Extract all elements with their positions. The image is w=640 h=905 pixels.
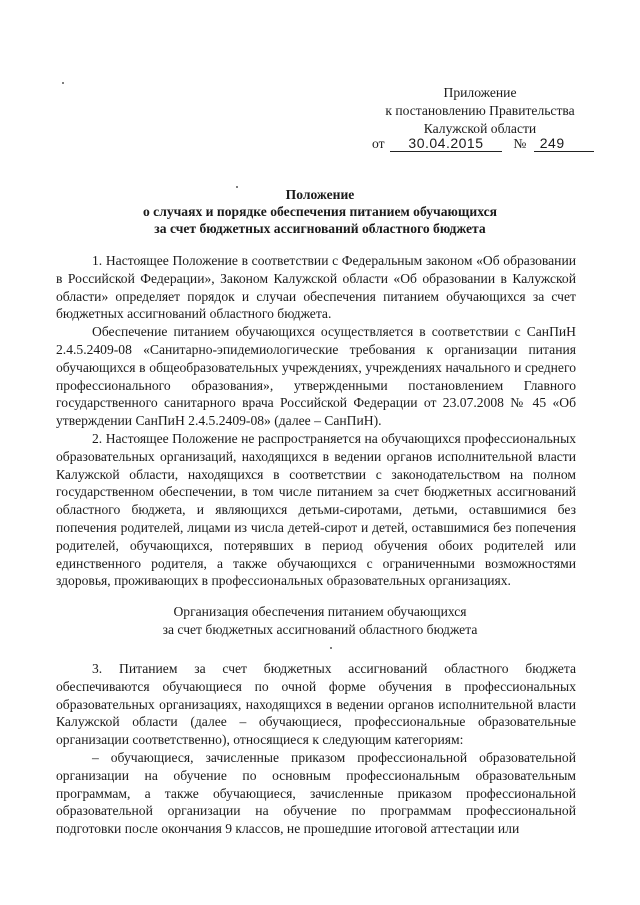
- decree-date-number: [372, 136, 612, 152]
- annex-region: Калужской области: [423, 121, 537, 136]
- title-line-3: за счет бюджетных ассигнований областного бюджета: [154, 221, 486, 236]
- scan-speck: [62, 82, 64, 84]
- document-title: [80, 186, 560, 237]
- section-heading-line-2: за счет бюджетных ассигнований областного бюджета: [162, 622, 478, 637]
- from-label: от: [372, 136, 385, 151]
- annex-resolution: к постановлению Правительства: [385, 103, 575, 118]
- annex-header: [360, 84, 600, 138]
- list-item-category: – обучающиеся, зачисленные приказом профессиональной образовательной организации на обучение по основным профессиональным образовательным программам, а также обучающиеся, зачисленные приказом профессиональной образовательной организации на обучение по программам профессиональной подготовки после окончания 9 классов, не прошедшие итоговой аттестации или: [56, 749, 576, 837]
- section-organization: [56, 660, 576, 838]
- section-heading: [80, 603, 560, 639]
- section-general: [56, 252, 576, 590]
- paragraph-3: 3. Питанием за счет бюджетных ассигнований областного бюджета обеспечиваются обучающиеся по очной форме обучения в профессиональных образовательных организациях, находящихся в ведении органов исполнительной власти Калужской области (далее – обучающиеся, профессиональные образовательные организации соответственно), относящиеся к следующим категориям:: [56, 661, 576, 748]
- section-heading-line-1: Организация обеспечения питанием обучающихся: [173, 604, 467, 619]
- paragraph-sanpin: Обеспечение питанием обучающихся осуществляется в соответствии с СанПиН 2.4.5.2409-08 «Санитарно-эпидемиологические требования к организации питания обучающихся в общеобразовательных учреждениях, учреждениях начального и среднего профессионального образования», утвержденными постановлением Главного государственного санитарного врача Российской Федерации от 23.07.2008 № 45 «Об утверждении СанПиН 2.4.5.2409-08» (далее – СанПиН).: [56, 324, 576, 429]
- scan-speck: [330, 647, 332, 649]
- title-line-2: о случаях и порядке обеспечения питанием обучающихся: [142, 204, 498, 219]
- decree-number: 249: [534, 136, 594, 152]
- decree-date: 30.04.2015: [390, 136, 502, 152]
- paragraph-2: 2. Настоящее Положение не распространяется на обучающихся профессиональных образовательных организаций, находящихся в ведении органов исполнительной власти Калужской области, находящихся в соответствии с законодательством на полном государственном обеспечении, в том числе питанием за счет бюджетных ассигнований областного бюджета, и являющихся детьми-сиротами, детьми, оставшимися без попечения родителей, лицами из числа детей-сирот и детей, оставшимися без попечения родителей, обучающихся, потерявших в период обучения обоих родителей или единственного родителя, а также обучающихся с ограниченными возможностями здоровья, проживающих в профессиональных образовательных организациях.: [56, 430, 576, 589]
- scan-speck: [236, 186, 238, 188]
- title-line-1: Положение: [285, 187, 355, 202]
- number-label: №: [513, 136, 527, 151]
- paragraph-1: 1. Настоящее Положение в соответствии с Федеральным законом «Об образовании в Российской Федерации», Законом Калужской области «Об образовании в Калужской области» определяет порядок и случаи обеспечения питанием обучающихся за счет бюджетных ассигнований областного бюджета.: [56, 253, 576, 322]
- annex-label: Приложение: [443, 85, 517, 100]
